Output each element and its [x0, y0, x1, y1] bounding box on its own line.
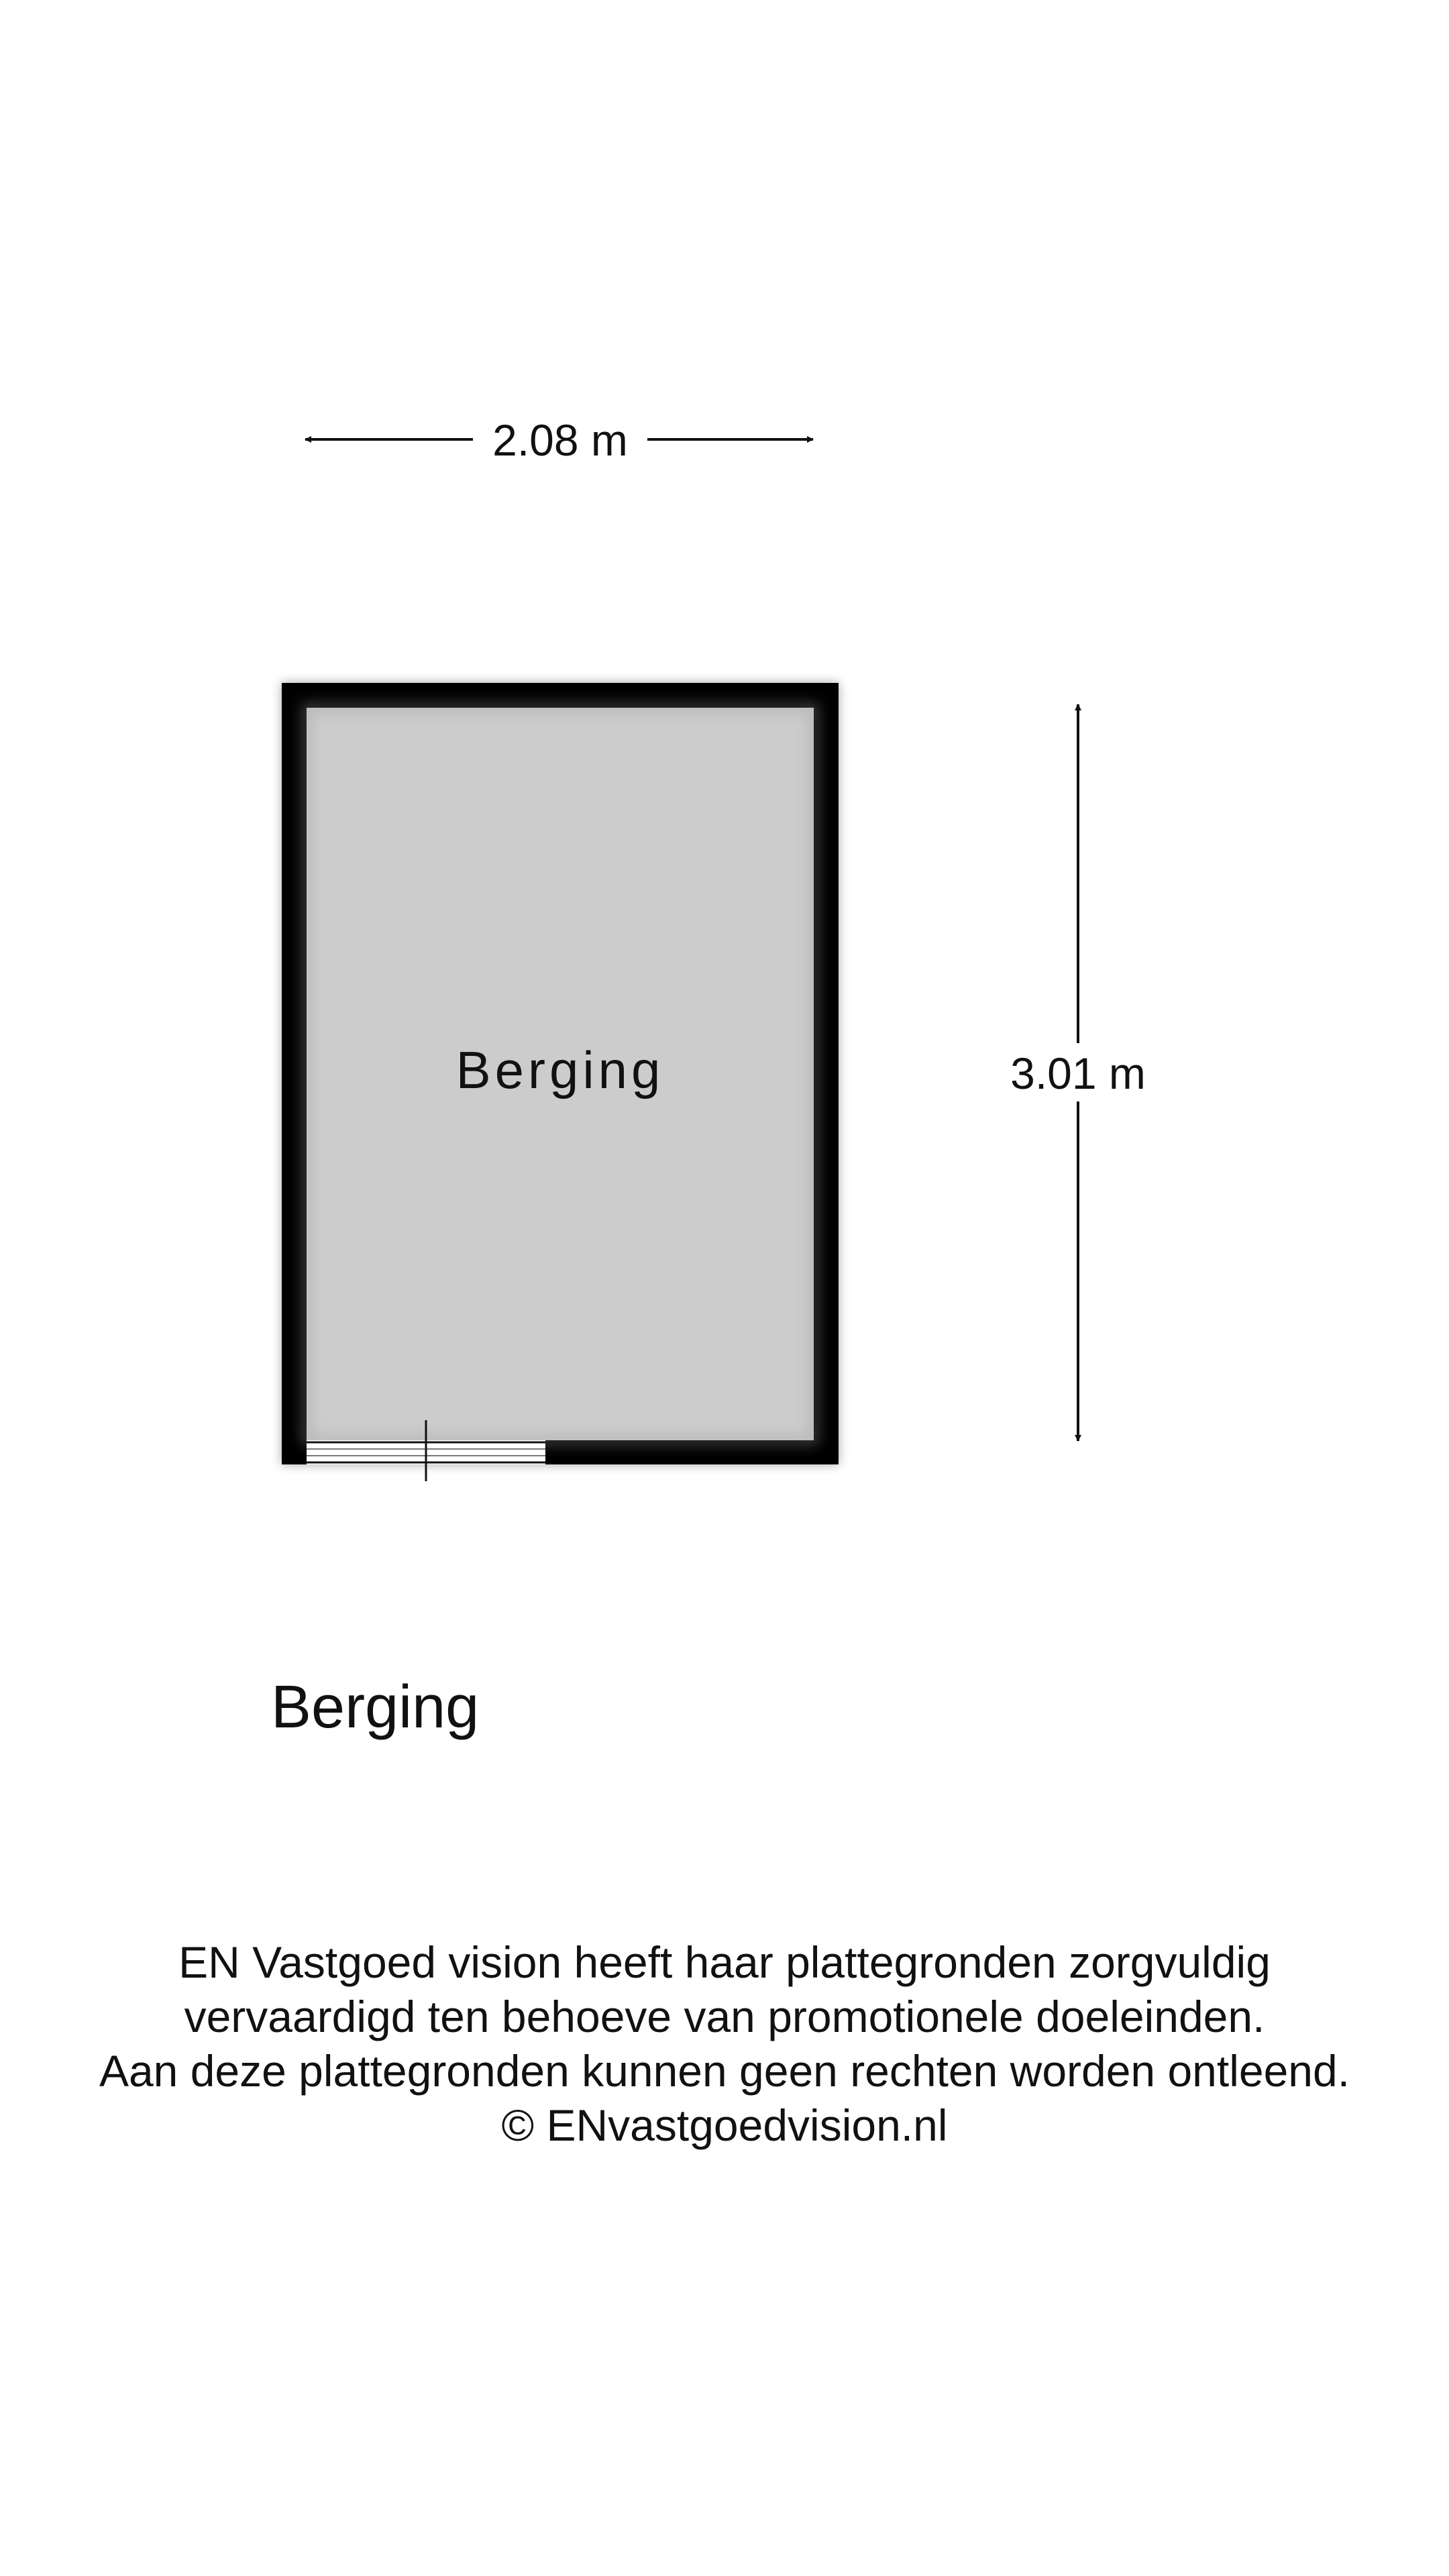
disclaimer-line: Aan deze plattegronden kunnen geen rechten worden ontleend. [99, 2046, 1350, 2096]
disclaimer-copyright: © ENvastgoedvision.nl [501, 2100, 948, 2150]
height-dimension [1010, 704, 1146, 1441]
floor-title: Berging [271, 1674, 480, 1741]
height-dimension-label: 3.01 m [1010, 1049, 1146, 1098]
disclaimer [0, 1935, 1449, 2153]
room-label: Berging [455, 1040, 665, 1099]
room-berging [282, 683, 839, 1481]
width-dimension [305, 415, 813, 465]
disclaimer-line: vervaardigd ten behoeve van promotionele doeleinden. [184, 1992, 1265, 2041]
disclaimer-line: EN Vastgoed vision heeft haar plattegronden zorgvuldig [178, 1937, 1271, 1987]
width-dimension-label: 2.08 m [492, 415, 628, 465]
